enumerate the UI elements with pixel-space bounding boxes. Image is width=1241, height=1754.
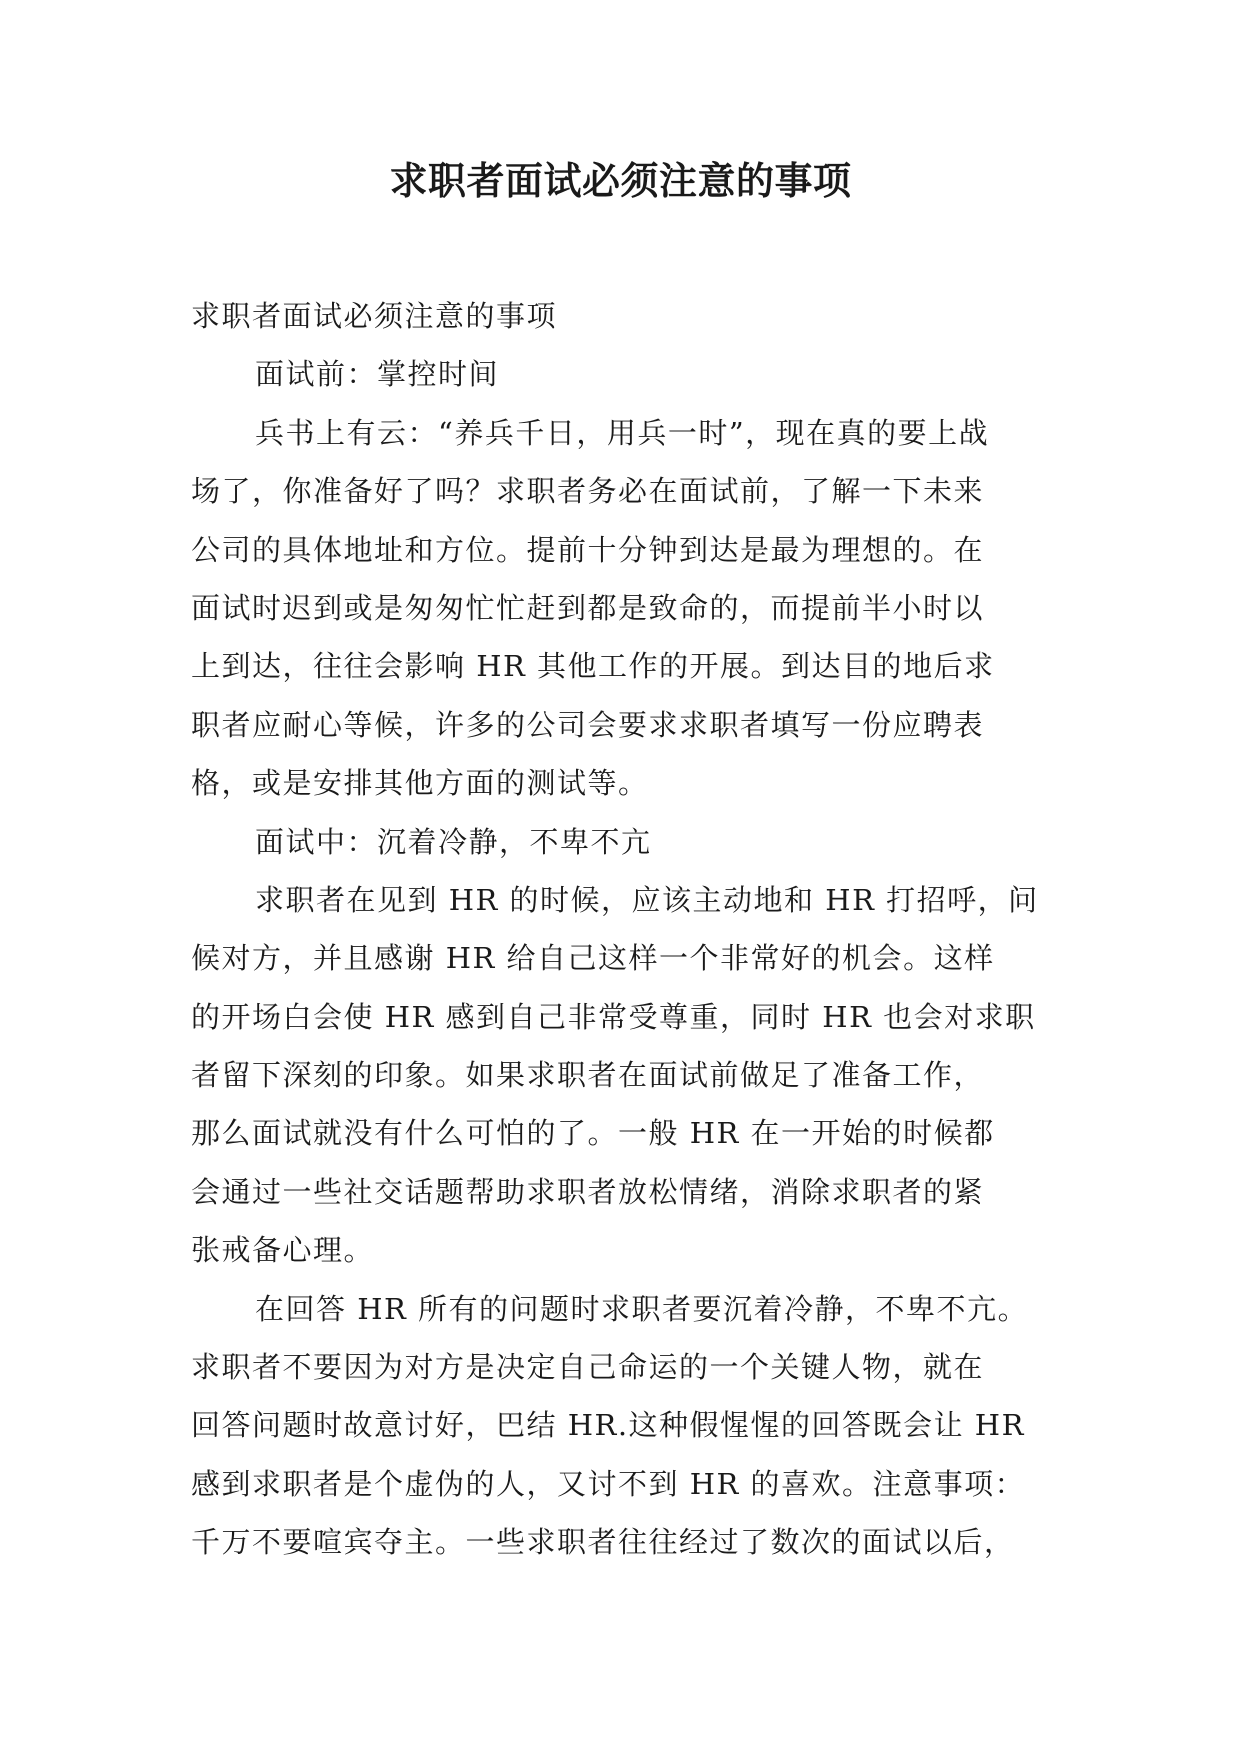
body-line: 千万不要喧宾夺主。一些求职者往往经过了数次的面试以后，: [191, 1525, 1015, 1560]
body-line: 在回答 HR 所有的问题时求职者要沉着冷静，不卑不亢。: [255, 1291, 1029, 1326]
body-line: 张戒备心理。: [191, 1233, 375, 1268]
body-line: 回答问题时故意讨好，巴结 HR.这种假惺惺的回答既会让 HR: [191, 1408, 1025, 1443]
body-line: 会通过一些社交话题帮助求职者放松情绪，消除求职者的紧: [191, 1174, 985, 1209]
body-line: 场了，你准备好了吗？求职者务必在面试前，了解一下未来: [191, 474, 985, 509]
body-line: 求职者不要因为对方是决定自己命运的一个关键人物，就在: [191, 1350, 985, 1385]
body-line: 职者应耐心等候，许多的公司会要求求职者填写一份应聘表: [191, 707, 985, 742]
body-line: 兵书上有云：“养兵千日，用兵一时”，现在真的要上战: [255, 415, 990, 450]
body-line: 面试中：沉着冷静，不卑不亢: [255, 824, 652, 859]
body-line: 格，或是安排其他方面的测试等。: [191, 766, 649, 801]
body-line: 候对方，并且感谢 HR 给自己这样一个非常好的机会。这样: [191, 941, 995, 976]
body-line: 那么面试就没有什么可怕的了。一般 HR 在一开始的时候都: [191, 1116, 995, 1151]
body-line: 面试前：掌控时间: [255, 357, 500, 392]
body-line: 求职者面试必须注意的事项: [191, 299, 558, 333]
body-line: 的开场白会使 HR 感到自己非常受尊重，同时 HR 也会对求职: [191, 999, 1036, 1034]
body-line: 公司的具体地址和方位。提前十分钟到达是最为理想的。在: [191, 532, 985, 567]
document-body: [191, 287, 1071, 1572]
body-line: 上到达，往往会影响 HR 其他工作的开展。到达目的地后求: [191, 649, 995, 684]
body-line: 者留下深刻的印象。如果求职者在面试前做足了准备工作，: [191, 1058, 985, 1093]
body-line: 感到求职者是个虚伪的人，又讨不到 HR 的喜欢。注意事项：: [191, 1466, 1026, 1501]
body-line: 面试时迟到或是匆匆忙忙赶到都是致命的，而提前半小时以: [191, 590, 985, 625]
document-title: 求职者面试必须注意的事项: [389, 158, 852, 203]
body-line: 求职者在见到 HR 的时候，应该主动地和 HR 打招呼，问: [255, 882, 1039, 917]
